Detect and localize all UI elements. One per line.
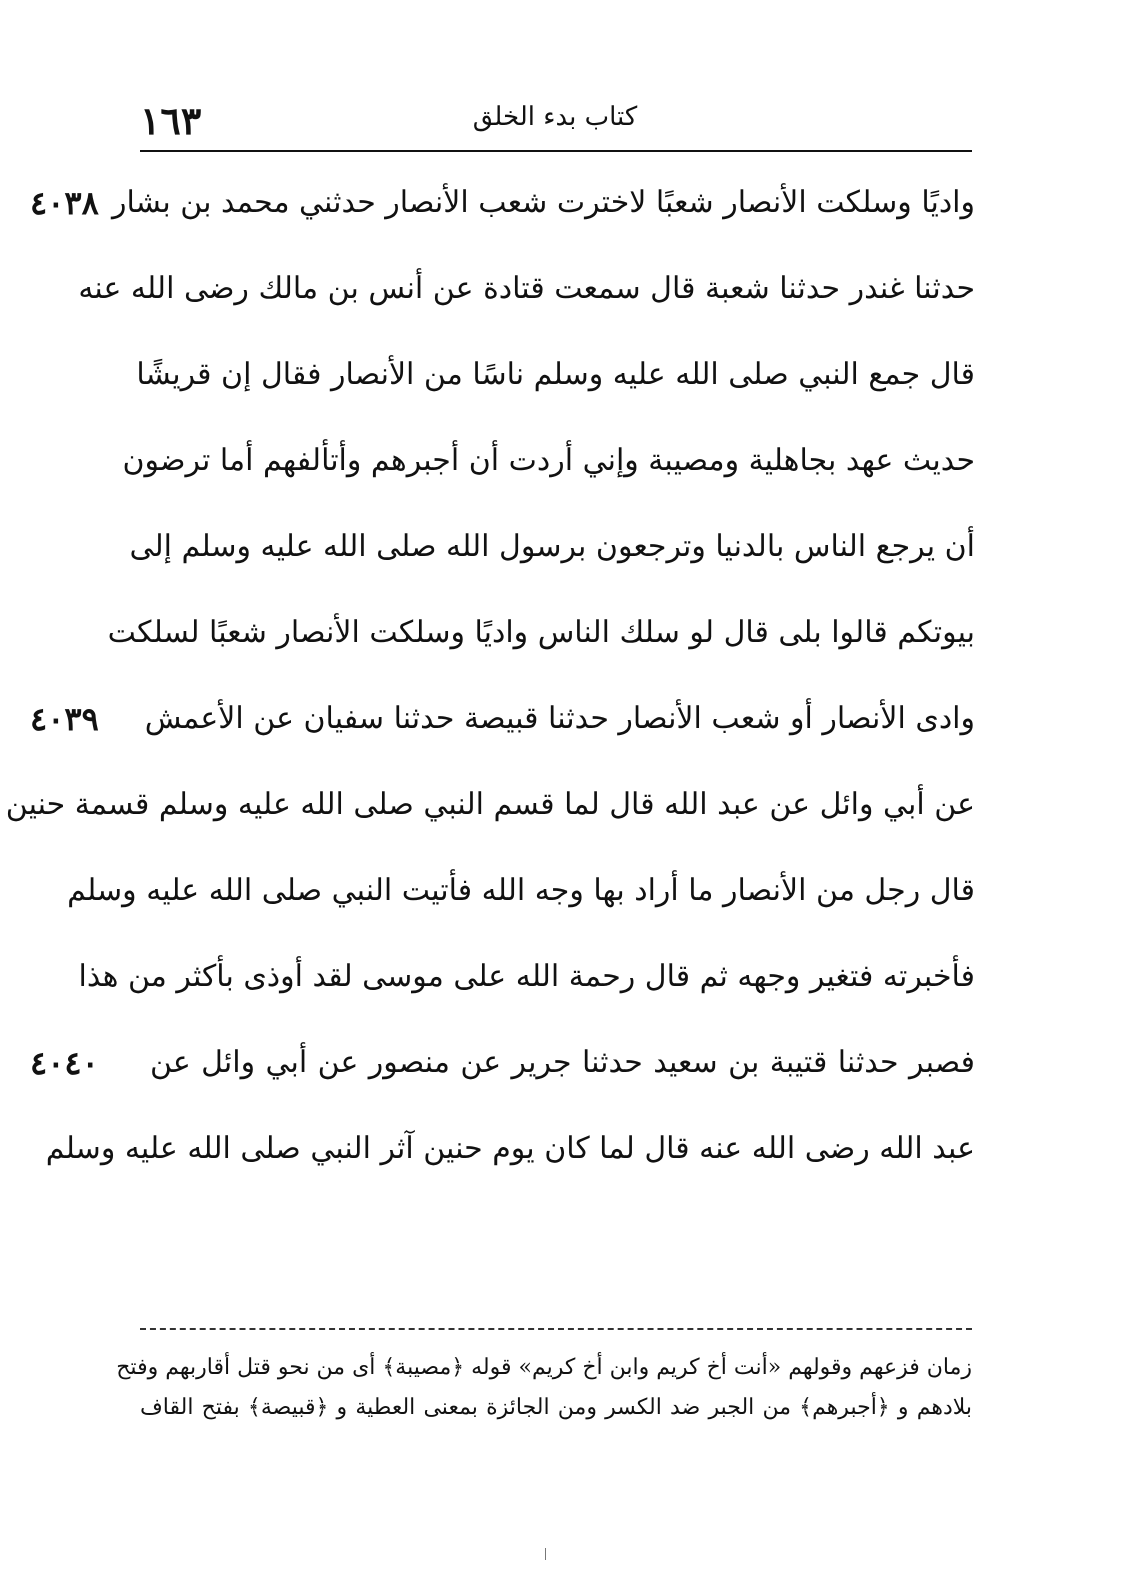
hadith-number-4038: ٤٠٣٨ (30, 184, 99, 222)
footnote-separator (140, 1328, 972, 1330)
footnote-line-1: زمان فزعهم وقولهم «أنت أخ كريم وابن أخ كريم» قوله ﴿مصيبة﴾ أى من نحو قتل أقاربهم وفتح (116, 1355, 972, 1380)
text-line-1: واديًا وسلكت الأنصار شعبًا لاخترت شعب الأنصار حدثني محمد بن بشار (111, 185, 975, 220)
text-line-2: حدثنا غندر حدثنا شعبة قال سمعت قتادة عن أنس بن مالك رضى الله عنه (78, 271, 975, 306)
text-line-3: قال جمع النبي صلى الله عليه وسلم ناسًا من الأنصار فقال إن قريشًا (136, 357, 975, 392)
text-line-4: حديث عهد بجاهلية ومصيبة وإني أردت أن أجبرهم وأتألفهم أما ترضون (122, 443, 975, 478)
text-line-8: عن أبي وائل عن عبد الله قال لما قسم النبي صلى الله عليه وسلم قسمة حنين (5, 787, 975, 822)
footnotes (116, 1348, 972, 1428)
book-title: كتاب بدء الخلق (472, 102, 638, 132)
text-line-7: وادى الأنصار أو شعب الأنصار حدثنا قبيصة حدثنا سفيان عن الأعمش (144, 701, 975, 736)
hadith-number-4040: ٤٠٤٠ (30, 1044, 99, 1082)
text-line-11: فصبر حدثنا قتيبة بن سعيد حدثنا جرير عن منصور عن أبي وائل عن (150, 1045, 975, 1080)
page-number: ١٦٣ (140, 98, 202, 143)
text-line-10: فأخبرته فتغير وجهه ثم قال رحمة الله على موسى لقد أوذى بأكثر من هذا (78, 959, 975, 994)
text-line-12: عبد الله رضى الله عنه قال لما كان يوم حنين آثر النبي صلى الله عليه وسلم (45, 1131, 975, 1166)
text-line-6: بيوتكم قالوا بلى قال لو سلك الناس واديًا وسلكت الأنصار شعبًا لسلكت (107, 615, 975, 650)
text-line-5: أن يرجع الناس بالدنيا وترجعون برسول الله صلى الله عليه وسلم إلى (129, 529, 975, 564)
hadith-number-4039: ٤٠٣٩ (30, 700, 99, 738)
footnote-line-2: بلادهم و ﴿أجبرهم﴾ من الجبر ضد الكسر ومن الجائزة بمعنى العطية و ﴿قبيصة﴾ بفتح القاف (140, 1395, 972, 1420)
header-rule (140, 150, 972, 152)
text-line-9: قال رجل من الأنصار ما أراد بها وجه الله فأتيت النبي صلى الله عليه وسلم (67, 873, 975, 908)
running-head (140, 92, 970, 144)
page-mark (545, 1548, 550, 1560)
